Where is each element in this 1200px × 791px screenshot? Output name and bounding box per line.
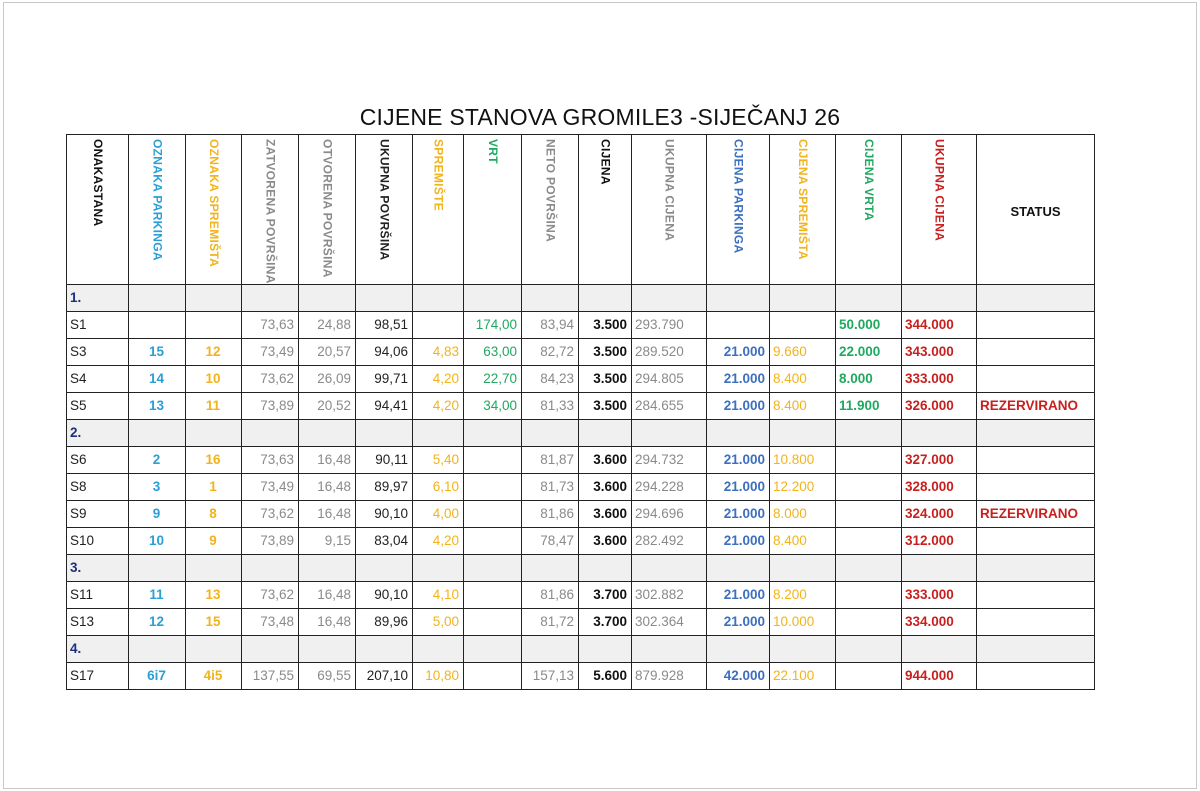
- cell-parking-mark: 15: [129, 338, 186, 365]
- cell-price: 5.600: [579, 662, 632, 689]
- cell-total-area: 94,41: [356, 392, 413, 419]
- section-label: 2.: [67, 419, 129, 446]
- cell-total-price: 334.000: [902, 608, 977, 635]
- cell-storage-area: 4,20: [413, 365, 464, 392]
- cell-storage-mark: 16: [186, 446, 242, 473]
- cell-garden-area: [464, 662, 522, 689]
- cell-apartment: S9: [67, 500, 129, 527]
- col-header-otvorena-povrsina: OTVORENA POVRŠINA: [299, 135, 356, 285]
- col-header-status: STATUS: [977, 135, 1095, 285]
- col-header-oznaka-spremista: OZNAKA SPREMIŠTA: [186, 135, 242, 285]
- cell-storage-mark: 11: [186, 392, 242, 419]
- cell-storage-area: 5,00: [413, 608, 464, 635]
- cell-apartment-total: 284.655: [632, 392, 707, 419]
- cell-open-area: 9,15: [299, 527, 356, 554]
- cell-parking-price: 21.000: [707, 392, 770, 419]
- cell-storage-price: 10.000: [770, 608, 836, 635]
- cell-parking-price: [707, 311, 770, 338]
- table-row: [67, 392, 1095, 419]
- cell-price: 3.700: [579, 608, 632, 635]
- cell-total-area: 207,10: [356, 662, 413, 689]
- cell-garden-area: [464, 446, 522, 473]
- cell-apartment: S13: [67, 608, 129, 635]
- cell-closed-area: 73,63: [242, 311, 299, 338]
- cell-parking-price: 21.000: [707, 500, 770, 527]
- cell-open-area: 20,52: [299, 392, 356, 419]
- cell-price: 3.700: [579, 581, 632, 608]
- cell-net-area: 81,33: [522, 392, 579, 419]
- table-row: [67, 500, 1095, 527]
- cell-parking-mark: 9: [129, 500, 186, 527]
- cell-storage-area: [413, 311, 464, 338]
- cell-total-area: 89,96: [356, 608, 413, 635]
- table-row: [67, 311, 1095, 338]
- cell-apartment-total: 879.928: [632, 662, 707, 689]
- cell-open-area: 24,88: [299, 311, 356, 338]
- cell-status: [977, 662, 1095, 689]
- cell-storage-mark: 13: [186, 581, 242, 608]
- cell-parking-price: 21.000: [707, 527, 770, 554]
- cell-total-price: 326.000: [902, 392, 977, 419]
- cell-total-price: 327.000: [902, 446, 977, 473]
- cell-parking-price: 21.000: [707, 581, 770, 608]
- cell-garden-area: [464, 608, 522, 635]
- col-header-cijena-vrta: CIJENA VRTA: [836, 135, 902, 285]
- cell-open-area: 16,48: [299, 500, 356, 527]
- cell-storage-price: 9.660: [770, 338, 836, 365]
- cell-total-price: 312.000: [902, 527, 977, 554]
- cell-storage-price: [770, 311, 836, 338]
- cell-garden-price: 11.900: [836, 392, 902, 419]
- cell-storage-price: 8.400: [770, 392, 836, 419]
- cell-open-area: 16,48: [299, 446, 356, 473]
- cell-open-area: 16,48: [299, 473, 356, 500]
- section-row: [67, 419, 1095, 446]
- cell-storage-area: 4,83: [413, 338, 464, 365]
- cell-garden-area: [464, 473, 522, 500]
- cell-garden-area: 34,00: [464, 392, 522, 419]
- cell-price: 3.500: [579, 311, 632, 338]
- page-title: CIJENE STANOVA GROMILE3 -SIJEČANJ 26: [359, 104, 841, 130]
- cell-parking-mark: 12: [129, 608, 186, 635]
- cell-parking-mark: 14: [129, 365, 186, 392]
- cell-parking-price: 21.000: [707, 608, 770, 635]
- cell-apartment-total: 294.228: [632, 473, 707, 500]
- cell-parking-price: 21.000: [707, 446, 770, 473]
- col-header-neto-povrsina: NETO POVRŠINA: [522, 135, 579, 285]
- col-header-oznaka-parkinga: OZNAKA PARKINGA: [129, 135, 186, 285]
- cell-total-price: 343.000: [902, 338, 977, 365]
- cell-status: [977, 608, 1095, 635]
- cell-total-area: 89,97: [356, 473, 413, 500]
- cell-apartment: S6: [67, 446, 129, 473]
- cell-storage-price: 8.000: [770, 500, 836, 527]
- cell-closed-area: 73,49: [242, 473, 299, 500]
- table-row: [67, 446, 1095, 473]
- cell-parking-mark: [129, 311, 186, 338]
- cell-closed-area: 73,62: [242, 581, 299, 608]
- cell-garden-area: [464, 527, 522, 554]
- cell-net-area: 82,72: [522, 338, 579, 365]
- cell-storage-price: 22.100: [770, 662, 836, 689]
- cell-total-price: 944.000: [902, 662, 977, 689]
- cell-net-area: 81,86: [522, 581, 579, 608]
- table-row: [67, 527, 1095, 554]
- cell-total-area: 90,11: [356, 446, 413, 473]
- cell-parking-mark: 6i7: [129, 662, 186, 689]
- col-header-ukupna-cijena: UKUPNA CIJENA: [632, 135, 707, 285]
- col-header-oznaka-stana: ONAKASTANA: [67, 135, 129, 285]
- col-header-cijena: CIJENA: [579, 135, 632, 285]
- cell-net-area: 84,23: [522, 365, 579, 392]
- cell-apartment-total: 294.805: [632, 365, 707, 392]
- cell-total-price: 333.000: [902, 581, 977, 608]
- col-header-zatvorena-povrsina: ZATVORENA POVRŠINA: [242, 135, 299, 285]
- section-label: 1.: [67, 284, 129, 311]
- cell-status: [977, 365, 1095, 392]
- cell-storage-mark: 15: [186, 608, 242, 635]
- cell-parking-mark: 2: [129, 446, 186, 473]
- col-header-spremiste: SPREMIŠTE: [413, 135, 464, 285]
- cell-open-area: 16,48: [299, 581, 356, 608]
- cell-total-price: 333.000: [902, 365, 977, 392]
- col-header-ukupna-povrsina: UKUPNA POVRŠINA: [356, 135, 413, 285]
- cell-open-area: 16,48: [299, 608, 356, 635]
- cell-status: REZERVIRANO: [977, 500, 1095, 527]
- table-row: [67, 338, 1095, 365]
- cell-total-area: 98,51: [356, 311, 413, 338]
- cell-price: 3.600: [579, 446, 632, 473]
- cell-total-price: 324.000: [902, 500, 977, 527]
- cell-open-area: 20,57: [299, 338, 356, 365]
- cell-net-area: 157,13: [522, 662, 579, 689]
- cell-closed-area: 73,62: [242, 365, 299, 392]
- cell-open-area: 26,09: [299, 365, 356, 392]
- cell-garden-price: [836, 500, 902, 527]
- cell-parking-price: 42.000: [707, 662, 770, 689]
- cell-apartment: S10: [67, 527, 129, 554]
- cell-storage-area: 5,40: [413, 446, 464, 473]
- cell-apartment: S1: [67, 311, 129, 338]
- cell-garden-price: [836, 662, 902, 689]
- table-row: [67, 608, 1095, 635]
- cell-storage-area: 4,10: [413, 581, 464, 608]
- cell-apartment: S8: [67, 473, 129, 500]
- cell-total-price: 344.000: [902, 311, 977, 338]
- cell-status: [977, 311, 1095, 338]
- cell-apartment: S3: [67, 338, 129, 365]
- cell-garden-price: [836, 473, 902, 500]
- cell-apartment-total: 302.882: [632, 581, 707, 608]
- section-label: 3.: [67, 554, 129, 581]
- cell-apartment-total: 294.732: [632, 446, 707, 473]
- cell-closed-area: 73,48: [242, 608, 299, 635]
- cell-status: REZERVIRANO: [977, 392, 1095, 419]
- cell-storage-area: 4,20: [413, 527, 464, 554]
- cell-total-area: 83,04: [356, 527, 413, 554]
- cell-status: [977, 581, 1095, 608]
- cell-open-area: 69,55: [299, 662, 356, 689]
- cell-storage-area: 10,80: [413, 662, 464, 689]
- cell-parking-price: 21.000: [707, 473, 770, 500]
- cell-apartment-total: 282.492: [632, 527, 707, 554]
- section-row: [67, 635, 1095, 662]
- cell-closed-area: 73,89: [242, 392, 299, 419]
- table-row: [67, 581, 1095, 608]
- cell-parking-price: 21.000: [707, 365, 770, 392]
- cell-storage-price: 10.800: [770, 446, 836, 473]
- cell-storage-area: 4,20: [413, 392, 464, 419]
- cell-parking-price: 21.000: [707, 338, 770, 365]
- cell-apartment-total: 293.790: [632, 311, 707, 338]
- cell-garden-price: [836, 581, 902, 608]
- cell-total-area: 90,10: [356, 500, 413, 527]
- cell-price: 3.500: [579, 365, 632, 392]
- cell-storage-mark: 1: [186, 473, 242, 500]
- cell-parking-mark: 13: [129, 392, 186, 419]
- header-row: [67, 135, 1095, 285]
- section-label: 4.: [67, 635, 129, 662]
- table-row: [67, 662, 1095, 689]
- cell-storage-mark: 10: [186, 365, 242, 392]
- cell-net-area: 81,86: [522, 500, 579, 527]
- cell-price: 3.500: [579, 338, 632, 365]
- cell-net-area: 83,94: [522, 311, 579, 338]
- cell-price: 3.600: [579, 527, 632, 554]
- cell-garden-area: 63,00: [464, 338, 522, 365]
- cell-closed-area: 73,63: [242, 446, 299, 473]
- cell-price: 3.600: [579, 473, 632, 500]
- cell-garden-area: [464, 581, 522, 608]
- cell-parking-mark: 3: [129, 473, 186, 500]
- cell-storage-mark: [186, 311, 242, 338]
- cell-total-area: 94,06: [356, 338, 413, 365]
- table-row: [67, 473, 1095, 500]
- cell-apartment-total: 289.520: [632, 338, 707, 365]
- cell-net-area: 81,87: [522, 446, 579, 473]
- cell-closed-area: 137,55: [242, 662, 299, 689]
- table-row: [67, 365, 1095, 392]
- cell-garden-area: 22,70: [464, 365, 522, 392]
- cell-parking-mark: 10: [129, 527, 186, 554]
- cell-apartment: S11: [67, 581, 129, 608]
- cell-garden-price: 22.000: [836, 338, 902, 365]
- cell-garden-area: [464, 500, 522, 527]
- col-header-cijena-spremista: CIJENA SPREMIŠTA: [770, 135, 836, 285]
- col-header-ukupna-cijena-total: UKUPNA CIJENA: [902, 135, 977, 285]
- cell-status: [977, 527, 1095, 554]
- cell-storage-mark: 4i5: [186, 662, 242, 689]
- cell-storage-mark: 12: [186, 338, 242, 365]
- col-header-cijena-parkinga: CIJENA PARKINGA: [707, 135, 770, 285]
- cell-storage-area: 4,00: [413, 500, 464, 527]
- cell-total-area: 99,71: [356, 365, 413, 392]
- cell-apartment: S5: [67, 392, 129, 419]
- cell-storage-price: 8.400: [770, 365, 836, 392]
- cell-garden-price: 8.000: [836, 365, 902, 392]
- cell-net-area: 78,47: [522, 527, 579, 554]
- cell-garden-area: 174,00: [464, 311, 522, 338]
- cell-storage-price: 8.400: [770, 527, 836, 554]
- cell-parking-mark: 11: [129, 581, 186, 608]
- cell-total-area: 90,10: [356, 581, 413, 608]
- cell-garden-price: [836, 608, 902, 635]
- cell-apartment-total: 302.364: [632, 608, 707, 635]
- cell-status: [977, 473, 1095, 500]
- cell-price: 3.500: [579, 392, 632, 419]
- cell-storage-mark: 8: [186, 500, 242, 527]
- cell-garden-price: 50.000: [836, 311, 902, 338]
- cell-closed-area: 73,49: [242, 338, 299, 365]
- cell-apartment-total: 294.696: [632, 500, 707, 527]
- cell-net-area: 81,72: [522, 608, 579, 635]
- section-row: [67, 284, 1095, 311]
- cell-apartment: S17: [67, 662, 129, 689]
- cell-garden-price: [836, 446, 902, 473]
- cell-storage-price: 12.200: [770, 473, 836, 500]
- cell-closed-area: 73,62: [242, 500, 299, 527]
- col-header-vrt: VRT: [464, 135, 522, 285]
- cell-apartment: S4: [67, 365, 129, 392]
- cell-storage-price: 8.200: [770, 581, 836, 608]
- price-table: [66, 134, 1095, 690]
- cell-storage-area: 6,10: [413, 473, 464, 500]
- cell-garden-price: [836, 527, 902, 554]
- cell-total-price: 328.000: [902, 473, 977, 500]
- cell-closed-area: 73,89: [242, 527, 299, 554]
- cell-status: [977, 338, 1095, 365]
- section-row: [67, 554, 1095, 581]
- cell-price: 3.600: [579, 500, 632, 527]
- cell-status: [977, 446, 1095, 473]
- cell-net-area: 81,73: [522, 473, 579, 500]
- cell-storage-mark: 9: [186, 527, 242, 554]
